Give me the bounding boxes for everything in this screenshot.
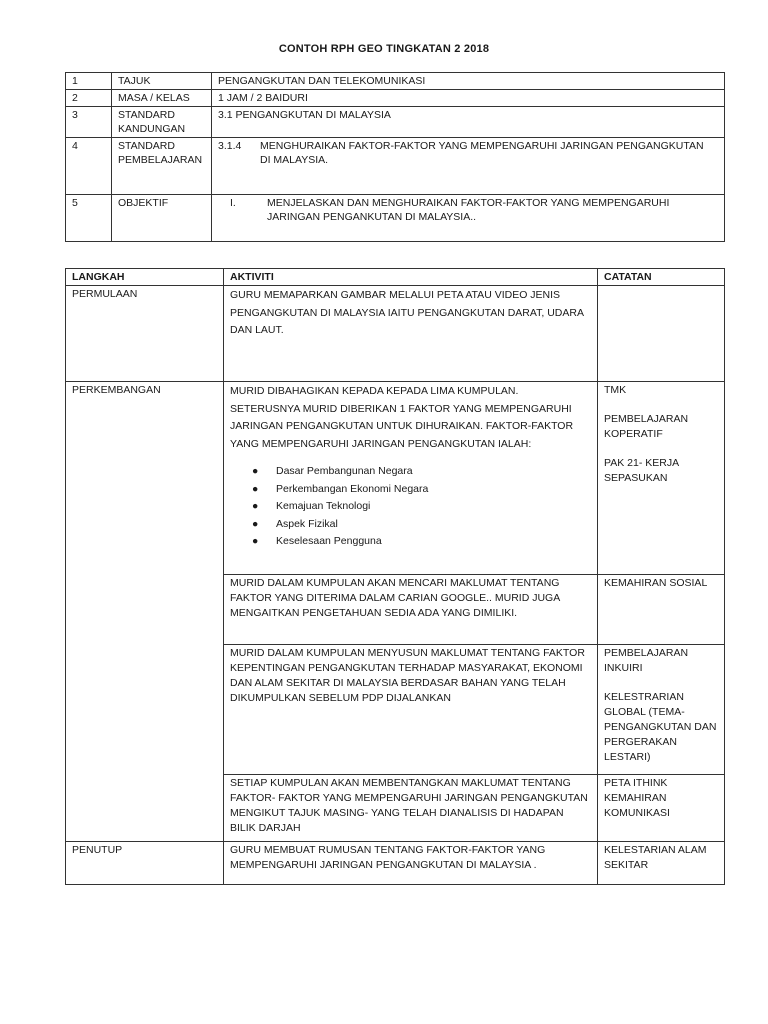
aktiviti-cell: GURU MEMAPARKAN GAMBAR MELALUI PETA ATAU VIDEO JENIS PENGANGKUTAN DI MALAYSIA IAITU PENGANGKUTAN DARAT, UDARA DAN LAUT.	[224, 286, 598, 382]
catatan-cell	[598, 286, 725, 382]
row-label: STANDARD KANDUNGAN	[112, 107, 212, 138]
bullet-icon: ●	[252, 465, 259, 477]
list-item: ● Perkembangan Ekonomi Negara	[230, 481, 591, 499]
info-row-standard-pembelajaran	[66, 138, 725, 195]
row-value	[212, 195, 725, 242]
langkah-cell: PERKEMBANGAN	[66, 382, 224, 842]
row-number: 3	[66, 107, 112, 138]
info-row-standard-kandungan	[66, 107, 725, 138]
aktiviti-cell: MURID DALAM KUMPULAN AKAN MENCARI MAKLUMAT TENTANG FAKTOR YANG DITERIMA DALAM CARIAN GOOGLE.. MURID JUGA MENGAITKAN PENGETAHUAN SEDIA ADA YANG DIMILIKI.	[224, 575, 598, 645]
catatan-cell	[598, 382, 725, 575]
row-label: STANDARD PEMBELAJARAN	[112, 138, 212, 195]
info-row-masa-kelas	[66, 90, 725, 107]
catatan-cell: KEMAHIRAN SOSIAL	[598, 575, 725, 645]
catatan-cell: PETA ITHINK KEMAHIRAN KOMUNIKASI	[598, 775, 725, 842]
aktiviti-cell	[224, 382, 598, 575]
langkah-cell: PERMULAAN	[66, 286, 224, 382]
header-aktiviti: AKTIVITI	[224, 269, 598, 286]
row-label: MASA / KELAS	[112, 90, 212, 107]
info-row-tajuk	[66, 73, 725, 90]
bullet-icon: ●	[252, 500, 259, 513]
document-title: CONTOH RPH GEO TINGKATAN 2 2018	[278, 43, 490, 55]
lesson-plan-table	[65, 268, 725, 885]
catatan-note: KELESTRARIAN GLOBAL (TEMA- PENGANGKUTAN DAN PERGERAKAN LESTARI)	[604, 691, 717, 763]
row-value	[212, 138, 725, 195]
header-catatan: CATATAN	[598, 269, 725, 286]
list-item: ● Aspek Fizikal	[230, 516, 591, 534]
row-value: 1 JAM / 2 BAIDURI	[212, 90, 725, 107]
aktiviti-cell: MURID DALAM KUMPULAN MENYUSUN MAKLUMAT TENTANG FAKTOR KEPENTINGAN PENGANGKUTAN TERHADAP MASYARAKAT, EKONOMI DAN ALAM SEKITAR DI MALAYSIA BERDASAR BAHAN YANG TELAH DIKUMPULKAN SEBELUM PDP DIJALANKAN	[224, 645, 598, 775]
standard-text: MENGHURAIKAN FAKTOR-FAKTOR YANG MEMPENGARUHI JARINGAN PENGANGKUTAN DI MALAYSIA.	[260, 140, 704, 166]
list-item: ● Kemajuan Teknologi	[230, 498, 591, 516]
langkah-cell: PENUTUP	[66, 842, 224, 885]
catatan-cell: KELESTARIAN ALAM SEKITAR	[598, 842, 725, 885]
faktor-list	[230, 463, 591, 551]
row-permulaan	[66, 286, 725, 382]
row-perkembangan-1	[66, 382, 725, 575]
info-table	[65, 72, 725, 242]
row-number: 1	[66, 73, 112, 90]
header-langkah: LANGKAH	[66, 269, 224, 286]
row-penutup	[66, 842, 725, 885]
info-row-objektif	[66, 195, 725, 242]
bullet-icon: ●	[252, 517, 259, 530]
plan-header-row	[66, 269, 725, 286]
row-label: TAJUK	[112, 73, 212, 90]
objective-text: MENJELASKAN DAN MENGHURAIKAN FAKTOR-FAKTOR YANG MEMPENGARUHI JARINGAN PENGANKUTAN DI MALAYSIA..	[267, 197, 670, 223]
aktiviti-cell: SETIAP KUMPULAN AKAN MEMBENTANGKAN MAKLUMAT TENTANG FAKTOR- FAKTOR YANG MEMPENGARUHI JARINGAN PENGANGKUTAN MENGIKUT TAJUK MASING- YANG TELAH DIANALISIS DI HADAPAN BILIK DARJAH	[224, 775, 598, 842]
catatan-cell	[598, 645, 725, 775]
standard-code: 3.1.4	[218, 140, 242, 152]
aktiviti-cell: GURU MEMBUAT RUMUSAN TENTANG FAKTOR-FAKTOR YANG MEMPENGARUHI JARINGAN PENGANGKUTAN DI MALAYSIA .	[224, 842, 598, 885]
row-value: PENGANGKUTAN DAN TELEKOMUNIKASI	[212, 73, 725, 90]
catatan-note: PEMBELAJARAN INKUIRI	[604, 647, 689, 674]
bullet-icon: ●	[252, 535, 259, 548]
catatan-note: PAK 21- KERJA SEPASUKAN	[604, 457, 679, 484]
objective-marker: I.	[230, 197, 236, 209]
aktiviti-text: MURID DIBAHAGIKAN KEPADA KEPADA LIMA KUMPULAN. SETERUSNYA MURID DIBERIKAN 1 FAKTOR YANG MEMPENGARUHI JARINGAN PENGANGKUTAN UNTUK DIHURAIKAN. FAKTOR-FAKTOR YANG MEMPENGARUHI JARINGAN PENGANGKUTAN IALAH:	[230, 385, 574, 450]
list-item: ● Dasar Pembangunan Negara	[230, 463, 591, 481]
row-value: 3.1 PENGANGKUTAN DI MALAYSIA	[212, 107, 725, 138]
row-label: OBJEKTIF	[112, 195, 212, 242]
bullet-icon: ●	[252, 482, 259, 495]
list-item: ● Keselesaan Pengguna	[230, 533, 591, 551]
row-number: 4	[66, 138, 112, 195]
row-number: 5	[66, 195, 112, 242]
catatan-note: TMK	[604, 384, 627, 396]
catatan-note: PEMBELAJARAN KOPERATIF	[604, 413, 689, 440]
row-number: 2	[66, 90, 112, 107]
